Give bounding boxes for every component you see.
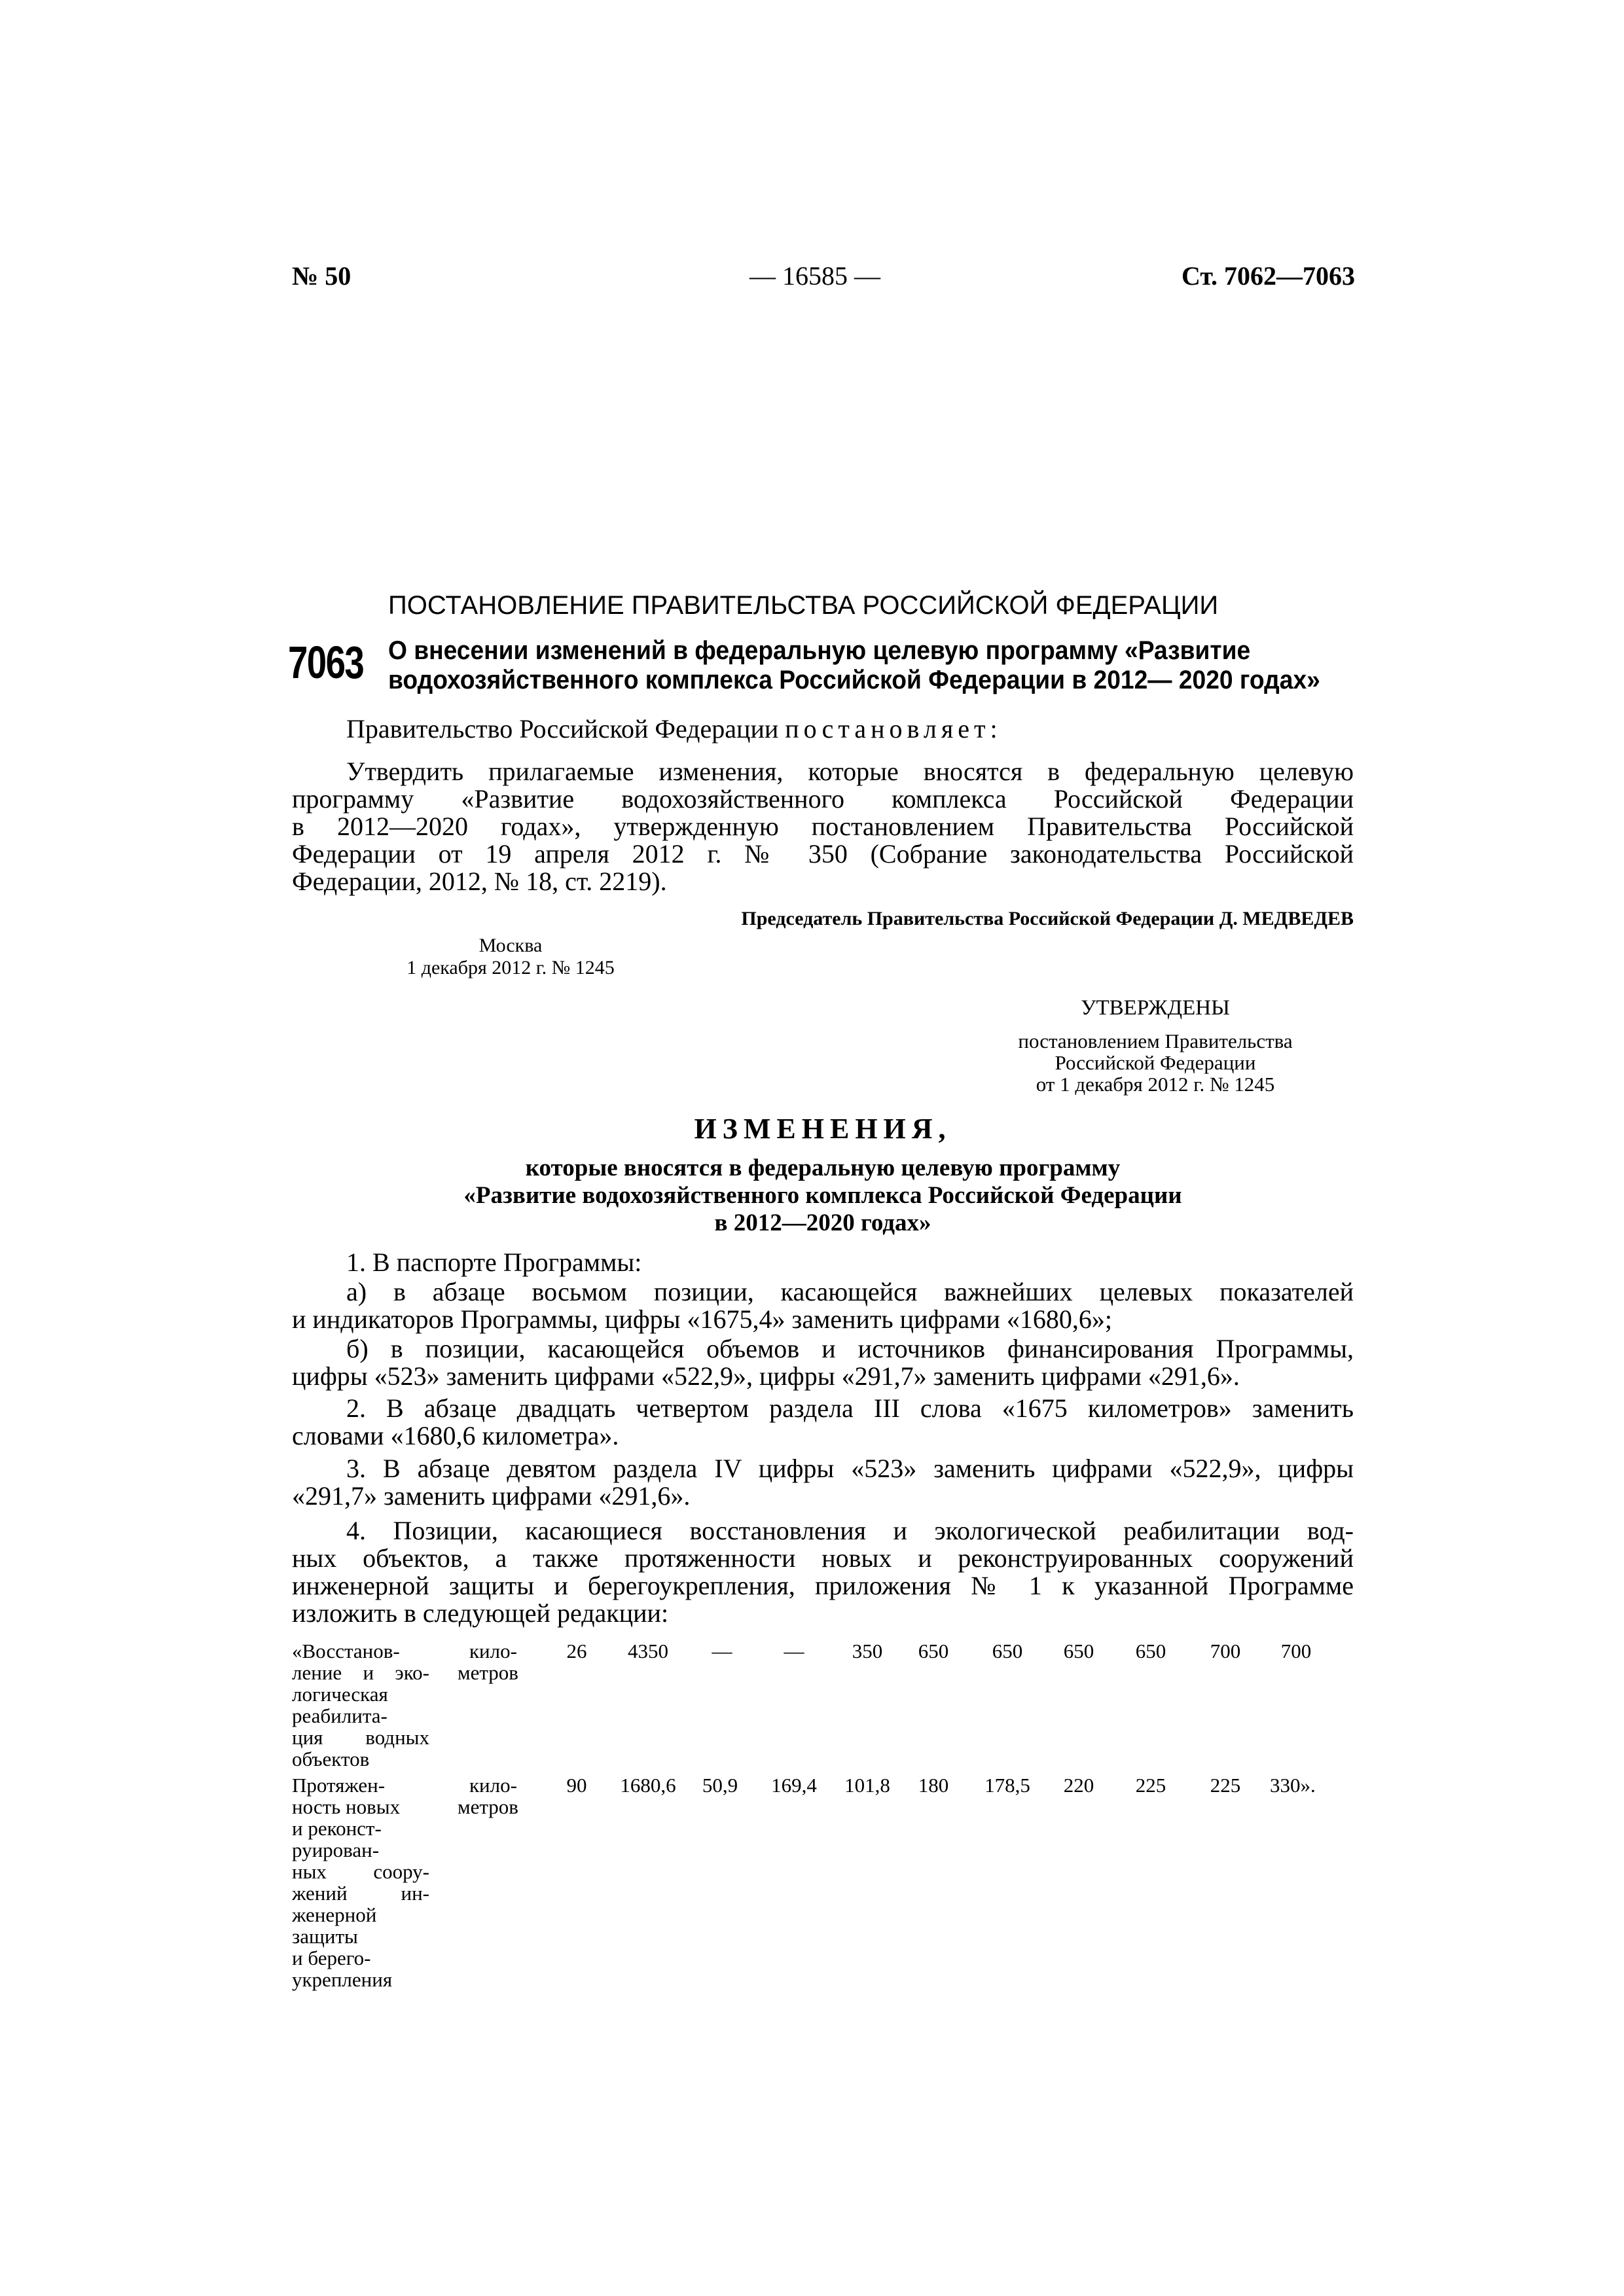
table-cell-value: 225 [1135,1774,1166,1797]
change-line: инженерной защиты и берегоукрепления, приложения № 1 к указанной Программе [292,1571,1354,1600]
table-cell-value: 650 [992,1640,1023,1662]
intro-text: Правительство Российской Федерации [346,714,785,744]
change-line: 1. В паспорте Программы: [346,1247,642,1277]
table-name-line: защиты [292,1925,358,1948]
table-name-line: ция водных [292,1726,429,1749]
intro-spaced-word: постановляет [785,714,990,744]
table-cell-value: 50,9 [702,1774,738,1797]
table-name-line: и реконст- [292,1817,382,1840]
table-cell-value: 700 [1280,1640,1312,1662]
table-cell-value: 330». [1270,1774,1316,1797]
page-number: — 16585 — [749,261,880,291]
issue-number: № 50 [292,261,352,291]
table-cell-value: 650 [918,1640,949,1662]
table-cell-value: 220 [1063,1774,1094,1797]
change-line: а) в абзаце восьмом позиции, касающейся важнейших целевых показателей [346,1277,1354,1306]
table-name-line: логическая [292,1683,388,1706]
table-cell-value: — [784,1640,804,1662]
change-item [292,1395,1354,1450]
decree-title-line: О внесении изменений в федеральную целевую программу «Развитие [388,636,1251,665]
intro-colon: : [990,714,998,744]
changes-subtitle-line: в 2012—2020 годах» [714,1210,931,1236]
place: Москва [478,935,543,956]
changes-subtitle-line: которые вносятся в федеральную целевую программу [525,1155,1121,1181]
decree-intro [292,715,1354,743]
table-cell-value: 650 [1063,1640,1094,1662]
table-cell-value: 169,4 [771,1774,817,1797]
decree-heading: ПОСТАНОВЛЕНИЕ ПРАВИТЕЛЬСТВА РОССИЙСКОЙ ФЕДЕРАЦИИ [388,591,1219,620]
table-name-line: реабилита- [292,1704,388,1727]
approved-line: постановлением Правительства [1018,1030,1293,1052]
table-name-line: объектов [292,1748,370,1770]
decree-body-line: программу «Развитие водохозяйственного комплекса Российской Федерации [292,784,1354,814]
table-cell-name [292,1640,429,1770]
approved-label: УТВЕРЖДЕНЫ [1081,996,1230,1020]
changes-subtitle-line: «Развитие водохозяйственного комплекса Российской Федерации [463,1182,1182,1209]
decree-body-line: Федерации, 2012, № 18, ст. 2219). [292,867,667,896]
signature: Председатель Правительства Российской Федерации Д. МЕДВЕДЕВ [741,908,1354,929]
change-line: изложить в следующей редакции: [292,1598,669,1628]
table-cell-name [292,1774,429,1990]
change-line: «291,7» заменить цифрами «291,6». [292,1481,691,1511]
decree-title-line: водохозяйственного комплекса Российской Федерации в 2012— 2020 годах» [388,666,1320,694]
table-name-line: ных соору- [292,1860,429,1883]
decree-body [292,758,1354,895]
table-cell-value: 700 [1210,1640,1241,1662]
approved-details [995,1030,1316,1095]
table-cell-value: 4350 [628,1640,668,1662]
table-cell-value: 26 [566,1640,587,1662]
table-name-line: укрепления [292,1968,393,1991]
change-item [292,1278,1354,1333]
decree-number: 7063 [288,637,364,688]
table-cell-value: 101,8 [844,1774,890,1797]
changes-subtitle [292,1155,1354,1237]
table-unit-line: кило- [469,1774,517,1797]
approved-line: Российской Федерации [1055,1051,1256,1074]
change-line: 4. Позиции, касающиеся восстановления и экологической реабилитации вод- [346,1516,1354,1545]
change-item [292,1517,1354,1627]
change-item [292,1335,1354,1390]
change-line: ных объектов, а также протяженности новых и реконструированных сооружений [292,1543,1354,1573]
table-cell-value: 650 [1135,1640,1166,1662]
change-item [292,1455,1354,1510]
decree-title [388,636,1357,695]
table-unit-line: метров [458,1661,518,1684]
table-unit-line: метров [458,1795,518,1818]
change-line: цифры «523» заменить цифрами «522,9», цифры «291,7» заменить цифрами «291,6». [292,1361,1240,1391]
table-name-line: ление и эко- [292,1661,429,1684]
table-cell-value: 1680,6 [620,1774,676,1797]
table-name-line: жений ин- [292,1882,429,1905]
decree-body-line: в 2012—2020 годах», утвержденную постановлением Правительства Российской [292,812,1354,841]
table-cell-value: 178,5 [984,1774,1030,1797]
article-range: Ст. 7062—7063 [1182,261,1355,291]
table-name-line: женерной [292,1903,377,1926]
change-line: и индикаторов Программы, цифры «1675,4» заменить цифрами «1680,6»; [292,1304,1112,1334]
change-line: словами «1680,6 километра». [292,1421,619,1450]
decree-body-line: Федерации от 19 апреля 2012 г. № 350 (Собрание законодательства Российской [292,839,1354,869]
place-date [367,935,655,979]
change-line: 3. В абзаце девятом раздела IV цифры «523» заменить цифрами «522,9», цифры [346,1454,1354,1483]
table-name-line: ность новых [292,1795,401,1818]
table-name-line: и берего- [292,1946,371,1969]
table-cell-value: 180 [918,1774,949,1797]
changes-title: ИЗМЕНЕНИЯ, [694,1113,952,1145]
table-cell-value: — [712,1640,732,1662]
table-unit-line: кило- [469,1640,517,1662]
table-cell-unit [458,1774,530,1818]
date-number: 1 декабря 2012 г. № 1245 [406,957,615,978]
table-cell-unit [458,1640,530,1683]
change-line: 2. В абзаце двадцать четвертом раздела III слова «1675 километров» заменить [346,1393,1354,1423]
table-cell-value: 225 [1210,1774,1241,1797]
table-cell-value: 350 [852,1640,883,1662]
decree-body-line: Утвердить прилагаемые изменения, которые вносятся в федеральную целевую [346,757,1354,786]
table-cell-value: 90 [566,1774,587,1797]
table-name-line: «Восстанов- [292,1640,400,1662]
decree-intro-line [292,715,1354,743]
change-item [292,1249,1354,1276]
table-name-line: руирован- [292,1839,380,1861]
change-line: б) в позиции, касающейся объемов и источников финансирования Программы, [346,1334,1354,1363]
approved-line: от 1 декабря 2012 г. № 1245 [1036,1073,1275,1096]
table-name-line: Протяжен- [292,1774,386,1797]
